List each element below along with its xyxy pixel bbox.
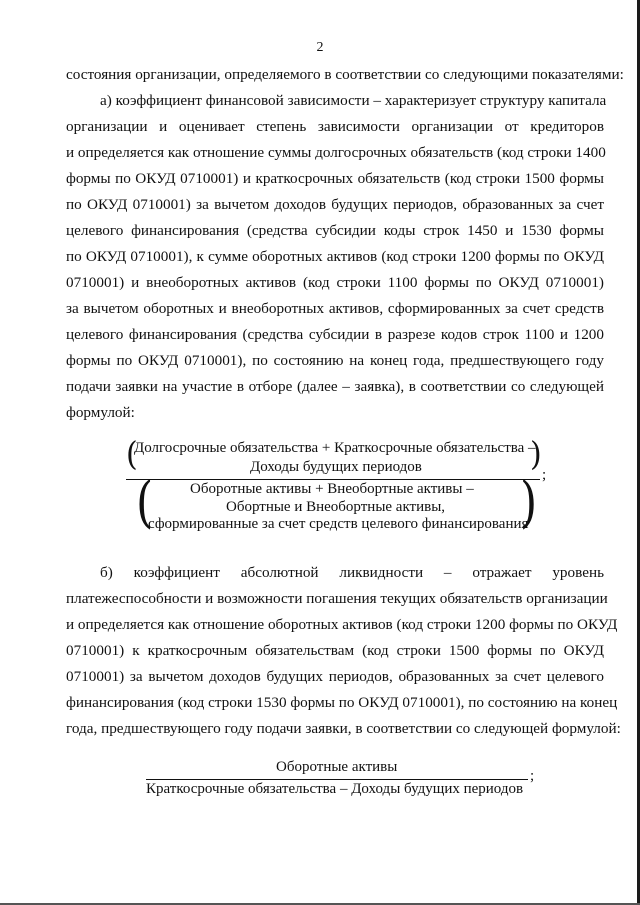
text-line: 0710001) и внеоборотных активов (код строки 1100 формы по ОКУД 0710001) bbox=[66, 274, 604, 291]
text-line: формулой: bbox=[66, 404, 135, 421]
formula-1-fraction-bar bbox=[126, 479, 540, 480]
text-line: формы по ОКУД 0710001), по состоянию на конец года, предшествующего году bbox=[66, 352, 604, 369]
right-paren-denominator: ) bbox=[520, 471, 538, 535]
text-line: платежеспособности и возможности погашения текущих обязательств организации bbox=[66, 590, 608, 607]
formula-1-numerator-line2: Доходы будущих периодов bbox=[250, 459, 422, 475]
text-line: организации и оценивает степень зависимости организации от кредиторов bbox=[66, 118, 604, 135]
formula-1-denominator-line2: Обортные и Внеобортные активы, bbox=[226, 499, 446, 515]
text-line: по ОКУД 0710001), к сумме оборотных активов (код строки 1200 формы по ОКУД bbox=[66, 248, 604, 265]
formula-1-denominator-line1: Оборотные активы + Внеобортные активы – bbox=[190, 481, 474, 497]
text-line: подачи заявки на участие в отборе (далее – заявка), в соответствии со следующей bbox=[66, 378, 604, 395]
page-number: 2 bbox=[316, 40, 324, 55]
text-line: за вычетом оборотных и внеоборотных активов, сформированных за счет средств bbox=[66, 300, 604, 317]
paragraph-a bbox=[66, 62, 624, 426]
text-line: формы по ОКУД 0710001) и краткосрочных обязательств (код строки 1500 формы bbox=[66, 170, 604, 187]
text-line: года, предшествующего году подачи заявки, в соответствии со следующей формулой: bbox=[66, 720, 621, 737]
text-line: 0710001) за вычетом доходов будущих периодов, образованных за счет целевого bbox=[66, 668, 604, 685]
left-paren-numerator: ( bbox=[126, 435, 138, 474]
text-line: 0710001) к краткосрочным обязательствам (код строки 1500 формы по ОКУД bbox=[66, 642, 604, 659]
text-line: состояния организации, определяемого в соответствии со следующими показателями: bbox=[66, 66, 624, 83]
formula-2-fraction-bar bbox=[146, 779, 528, 780]
text-line: по ОКУД 0710001) за вычетом доходов будущих периодов, образованных за счет bbox=[66, 196, 604, 213]
paragraph-b bbox=[66, 560, 621, 742]
text-line: и определяется как отношение оборотных активов (код строки 1200 формы по ОКУД bbox=[66, 616, 618, 633]
text-line: финансирования (код строки 1530 формы по ОКУД 0710001), по состоянию на конец bbox=[66, 694, 618, 711]
left-paren-denominator: ( bbox=[136, 471, 154, 535]
text-line: б) коэффициент абсолютной ликвидности – отражает уровень bbox=[100, 564, 604, 581]
right-paren-numerator: ) bbox=[530, 435, 542, 474]
text-line: и определяется как отношение суммы долгосрочных обязательств (код строки 1400 bbox=[66, 144, 606, 161]
text-line: целевого финансирования (средства субсидии коды строк 1450 и 1530 формы bbox=[66, 222, 604, 239]
formula-1-numerator-line1: Долгосрочные обязательства + Краткосрочные обязательства – bbox=[134, 440, 536, 456]
formula-1-denominator-line3: сформированные за счет средств целевого финансирования bbox=[148, 516, 529, 532]
text-line: целевого финансирования (средства субсидии в разрезе кодов строк 1100 и 1200 bbox=[66, 326, 604, 343]
formula-2-numerator: Оборотные активы bbox=[276, 759, 398, 775]
formula-1-terminator: ; bbox=[542, 467, 547, 483]
formula-2-terminator: ; bbox=[530, 768, 535, 784]
text-line: а) коэффициент финансовой зависимости – характеризует структуру капитала bbox=[100, 92, 607, 109]
formula-2-denominator: Краткосрочные обязательства – Доходы будущих периодов bbox=[146, 781, 524, 797]
